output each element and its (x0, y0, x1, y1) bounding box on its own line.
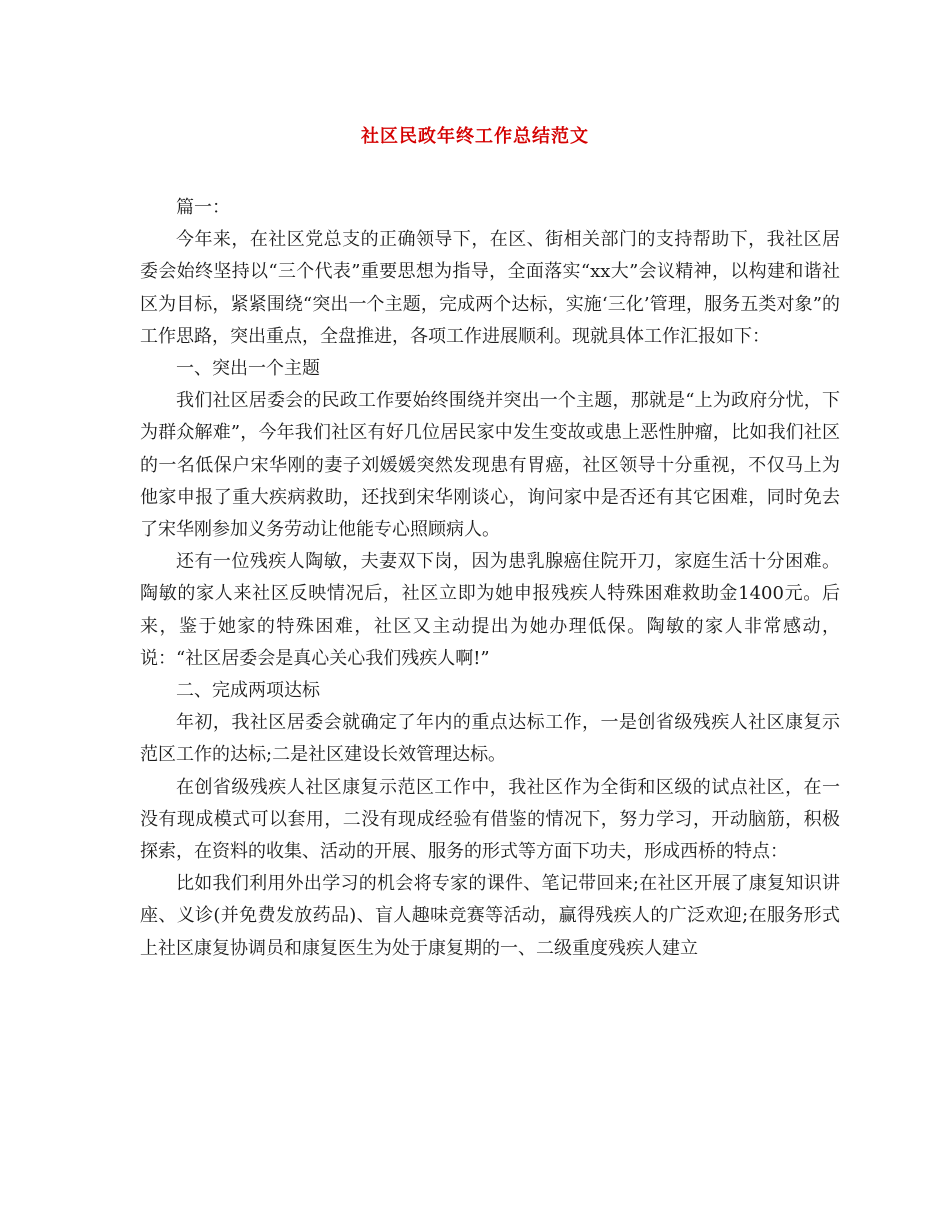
paragraph: 我们社区居委会的民政工作要始终围绕并突出一个主题，那就是“上为政府分忧，下为群众解难”，今年我们社区有好几位居民家中发生变故或患上恶性肿瘤，比如我们社区的一名低保户宋华刚的妻子刘媛媛突然发现患有胃癌，社区领导十分重视，不仅马上为他家申报了重大疾病救助，还找到宋华刚谈心，询问家中是否还有其它困难，同时免去了宋华刚参加义务劳动让他能专心照顾病人。 (140, 390, 840, 541)
paragraph: 比如我们利用外出学习的机会将专家的课件、笔记带回来;在社区开展了康复知识讲座、义诊(并免费发放药品)、盲人趣味竞赛等活动，赢得残疾人的广泛欢迎;在服务形式上社区康复协调员和康复医生为处于康复期的一、二级重度残疾人建立 (140, 873, 840, 959)
document-body (140, 192, 840, 965)
document-title: 社区民政年终工作总结范文 (361, 126, 589, 147)
paragraph: 年初，我社区居委会就确定了年内的重点达标工作，一是创省级残疾人社区康复示范区工作的达标;二是社区建设长效管理达标。 (140, 712, 840, 766)
section-heading: 二、完成两项达标 (176, 680, 320, 702)
section-heading: 一、突出一个主题 (176, 358, 320, 380)
paragraph: 在创省级残疾人社区康复示范区工作中，我社区作为全街和区级的试点社区，在一没有现成模式可以套用，二没有现成经验有借鉴的情况下，努力学习，开动脑筋，积极探索，在资料的收集、活动的开展、服务的形式等方面下功夫，形成西桥的特点： (140, 776, 840, 863)
paragraph: 还有一位残疾人陶敏，夫妻双下岗，因为患乳腺癌住院开刀，家庭生活十分困难。陶敏的家人来社区反映情况后，社区立即为她申报残疾人特殊困难救助金1400元。后来，鉴于她家的特殊困难，社区又主动提出为她办理低保。陶敏的家人非常感动，说：“社区居委会是真心关心我们残疾人啊!” (140, 551, 840, 669)
paragraph: 今年来，在社区党总支的正确领导下，在区、街相关部门的支持帮助下，我社区居委会始终坚持以“三个代表”重要思想为指导，全面落实“xx大”会议精神，以构建和谐社区为目标，紧紧围绕“突出一个主题，完成两个达标，实施‘三化’管理，服务五类对象”的工作思路，突出重点，全盘推进，各项工作进展顺利。现就具体工作汇报如下： (140, 229, 840, 347)
paragraph: 篇一： (176, 197, 230, 218)
